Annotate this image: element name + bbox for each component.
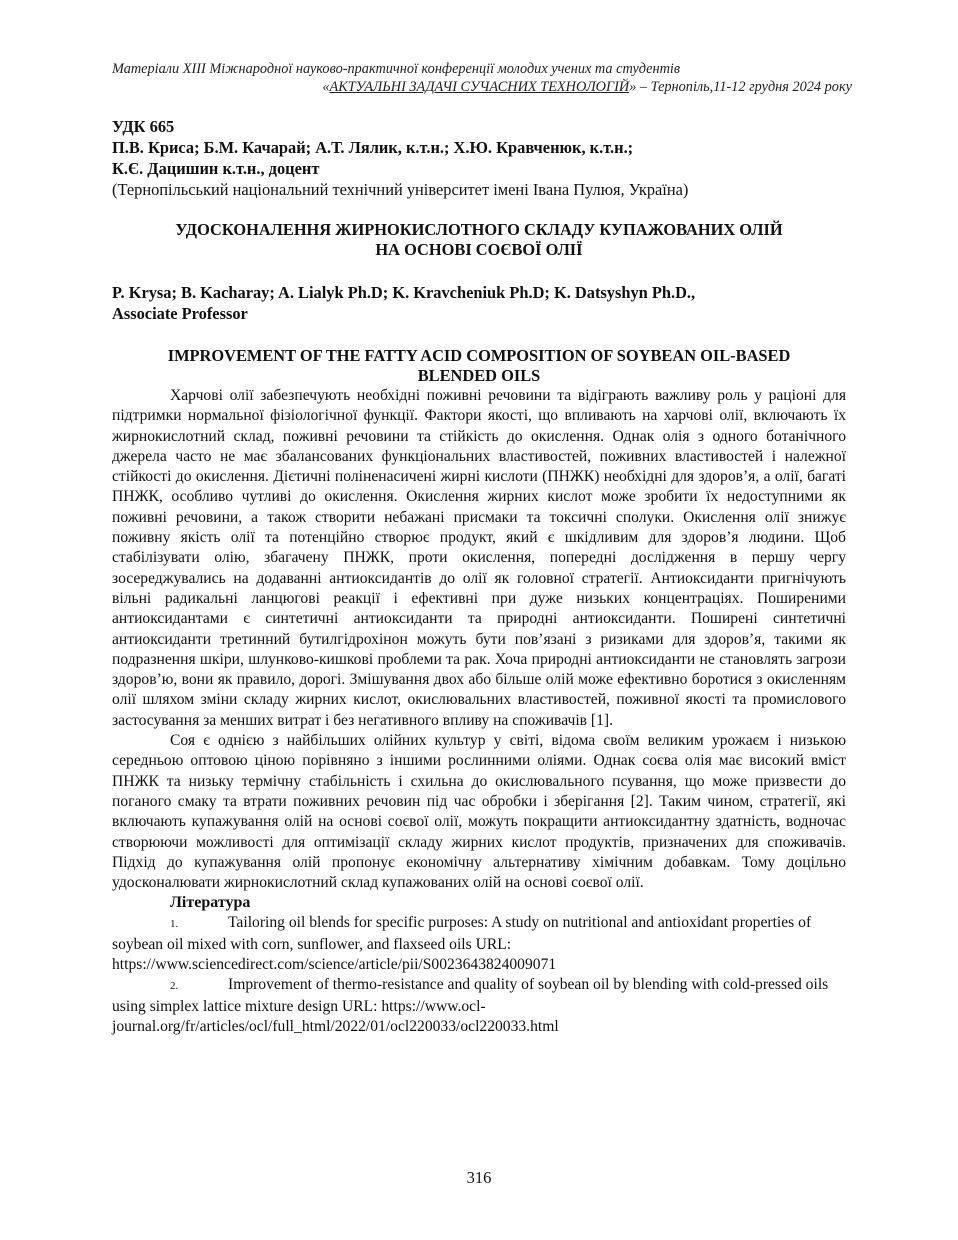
authors-ua-line-1: П.В. Криса; Б.М. Качарай; А.Т. Лялик, к.т.н.; Х.Ю. Кравченюк, к.т.н.; — [112, 138, 634, 157]
title-en-line-2: BLENDED OILS — [417, 366, 541, 385]
header-line-1: Матеріали XIII Міжнародної науково-практичної конференції молодих учених та студентів — [112, 61, 681, 77]
authors-en-line-1: P. Krysa; B. Kacharay; A. Lialyk Ph.D; K. Kravcheniuk Ph.D; K. Datsyshyn Ph.D., — [112, 283, 696, 302]
header-place-date: » – Тернопіль,11-12 грудня 2024 року — [629, 79, 852, 95]
literature-heading: Література — [170, 894, 251, 912]
reference-number: 2. — [170, 980, 179, 993]
header-conference-name: АКТУАЛЬНІ ЗАДАЧІ СУЧАСНИХ ТЕХНОЛОГІЙ — [329, 79, 630, 95]
title-en-line-1: IMPROVEMENT OF THE FATTY ACID COMPOSITION OF SOYBEAN OIL-BASED — [167, 346, 791, 365]
reference-item — [112, 913, 846, 975]
authors-en-line-2: Associate Professor — [112, 304, 248, 323]
reference-number: 1. — [170, 918, 179, 931]
reference-item — [112, 975, 846, 1037]
title-ua-line-1: УДОСКОНАЛЕННЯ ЖИРНОКИСЛОТНОГО СКЛАДУ КУПАЖОВАНИХ ОЛІЙ — [175, 220, 783, 239]
header-line-2 — [112, 78, 852, 96]
header-quote-open: « — [322, 79, 330, 95]
title-ua-line-2: НА ОСНОВІ СОЄВОЇ ОЛІЇ — [375, 240, 583, 259]
paragraph-2: Соя є однією з найбільших олійних культур у світі, відома своїм великим урожаєм і низькою середньою оптовою ціною порівняно з іншими рослинними оліями. Однак соєва олія має високий вміст ПНЖК та низьку термічну стабільність і схильна до окислювального псування, що може призвести до поганого смаку та втрати поживних речовин під час обробки і зберігання [2]. Таким чином, стратегії, які включають купажування олій на основі соєвої олії, можуть покращити антиоксидантну здатність, водночас створюючи можливості для оптимізації складу жирних кислот продуктів, призначених для споживачів. Підхід до купажування олій пропонує економічну альтернативу хімічним добавкам. Тому доцільно удосконалювати жирнокислотний склад купажованих олій на основі соєвої олії. — [112, 732, 846, 892]
reference-text: Tailoring oil blends for specific purposes: A study on nutritional and antioxidant properties of soybean oil mixed with corn, sunflower, and flaxseed oils URL: https://www.sciencedirect.com/science/article/pii/S0023643824009071 — [112, 914, 812, 974]
conference-header — [112, 60, 852, 96]
page-number: 316 — [466, 1168, 492, 1187]
reference-text: Improvement of thermo-resistance and quality of soybean oil by blending with cold-pressed oils using simplex lattice mixture design URL: https://www.ocl-journal.org/fr/articles/ocl/full_html/2022/01/ocl220033/ocl220033.html — [112, 976, 829, 1035]
affiliation: (Тернопільський національний технічний університет імені Івана Пулюя, Україна) — [112, 180, 689, 199]
udc-code: УДК 665 — [112, 117, 175, 136]
paragraph-1: Харчові олії забезпечують необхідні поживні речовини та відіграють важливу роль у раціоні для підтримки нормальної фізіологічної функції. Фактори якості, що впливають на харчові олії, включають їх жирнокислотний склад, поживні речовини та стійкість до окислення. Однак олія з одного ботанічного джерела часто не має збалансованих функціональних властивостей, поживних властивостей і належної стійкості до окислення. Дієтичні поліненасичені жирні кислоти (ПНЖК) необхідні для здоров’я, а олії, багаті ПНЖК, особливо чутливі до окислення. Окислення жирних кислот може зробити їх недоступними як поживні речовини, а також створити небажані присмаки та токсичні сполуки. Окислення олії знижує поживну якість олії та потенційно створює продукт, який є шкідливим для здоров’я людини. Щоб стабілізувати олію, збагачену ПНЖК, проти окислення, попередні дослідження в першу чергу зосереджувались на додаванні антиоксидантів до олії як головної стратегії. Антиоксиданти пригнічують вільні радикальні ланцюгові реакції і ефективні при дуже низьких концентраціях. Поширеними антиоксидантами є синтетичні антиоксиданти та природні антиоксиданти. Поширені синтетичні антиоксиданти третинний бутилгідрохінон можуть бути пов’язані з ризиками для здоров’я, такими як подразнення шкіри, шлунково-кишкові проблеми та рак. Хоча природні антиоксиданти не становлять загрози здоров’ю, вони як правило, дорогі. Змішування двох або більше олій може ефективно боротися з окисленням олії шляхом зміни складу жирних кислот, окислювальних властивостей, поживної якості та промислового застосування за менших витрат і без негативного впливу на споживачів [1]. — [112, 387, 846, 729]
title-en — [112, 346, 846, 386]
title-ua — [112, 220, 846, 260]
authors-ua-line-2: К.Є. Дацишин к.т.н., доцент — [112, 159, 320, 178]
article-body — [112, 386, 846, 1037]
